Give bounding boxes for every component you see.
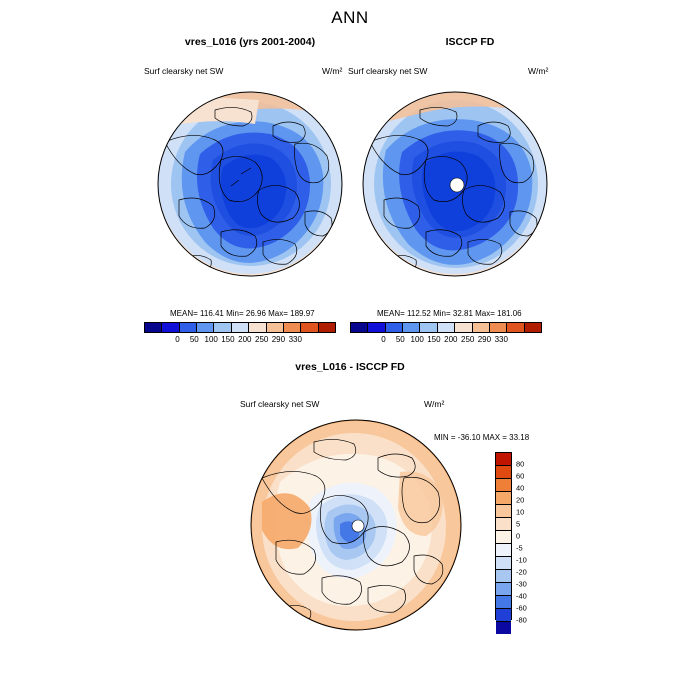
colorbar-diff-tick: 5 [516,519,521,529]
colorbar-diff-tick: -40 [516,591,527,601]
page-title: ANN [331,8,369,27]
colorbar-obs-tick: 250 [461,335,475,344]
colorbar-model-tick: 250 [255,335,269,344]
colorbar-model [144,322,336,347]
stats-obs: MEAN= 112.52 Min= 32.81 Max= 181.06 [377,309,522,318]
colorbar-model-tick: 50 [189,335,199,344]
polar-map-obs [360,82,550,297]
panel-title-obs: ISCCP FD [445,36,495,48]
colorbar-diff-strip [495,452,512,620]
colorbar-diff-tick: 10 [516,507,525,517]
colorbar-diff-tick: -30 [516,579,527,589]
colorbar-obs-tick: 290 [477,335,492,344]
colorbar-diff-tick: -20 [516,567,527,577]
colorbar-model-tick: 150 [221,335,235,344]
colorbar-diff-tick: 60 [516,471,525,481]
colorbar-model-tick: 200 [238,335,252,344]
colorbar-obs-strip [350,322,542,333]
colorbar-diff [495,452,527,625]
colorbar-diff-tick: 40 [516,483,525,493]
colorbar-diff-tick: -60 [516,603,527,613]
colorbar-obs [350,322,542,347]
colorbar-diff-tick: 80 [516,459,525,469]
panel-varname-model: Surf clearsky net SW [144,66,224,76]
colorbar-model-strip [144,322,336,333]
panel-varname-diff: Surf clearsky net SW [240,399,320,409]
stats-diff: MIN = -36.10 MAX = 33.18 [434,433,530,442]
colorbar-obs-tick: 100 [410,335,424,344]
panel-title-diff: vres_L016 - ISCCP FD [295,361,405,373]
colorbar-obs-tick: 200 [444,335,458,344]
stats-model: MEAN= 116.41 Min= 26.96 Max= 189.97 [170,309,315,318]
colorbar-model-tick: 100 [204,335,218,344]
polar-map-diff [250,412,462,642]
colorbar-obs-tick: 50 [395,335,405,344]
colorbar-obs-tick: 150 [427,335,441,344]
panel-units-diff: W/m² [424,399,445,409]
panel-title-model: vres_L016 (yrs 2001-2004) [184,36,316,48]
colorbar-diff-tick: -10 [516,555,527,565]
panel-units-model: W/m² [322,66,343,76]
colorbar-diff-tick: 20 [516,495,525,505]
colorbar-model-tick: 0 [175,335,180,344]
colorbar-model-tick: 290 [271,335,286,344]
colorbar-diff-tick: -5 [516,543,523,553]
panel-varname-obs: Surf clearsky net SW [348,66,428,76]
panel-units-obs: W/m² [528,66,549,76]
colorbar-diff-tick: -80 [516,615,527,625]
polar-map-model [155,82,345,297]
colorbar-obs-tick: 330 [494,335,508,344]
colorbar-model-tick: 330 [288,335,302,344]
colorbar-diff-tick: 0 [516,531,521,541]
colorbar-obs-tick: 0 [381,335,386,344]
